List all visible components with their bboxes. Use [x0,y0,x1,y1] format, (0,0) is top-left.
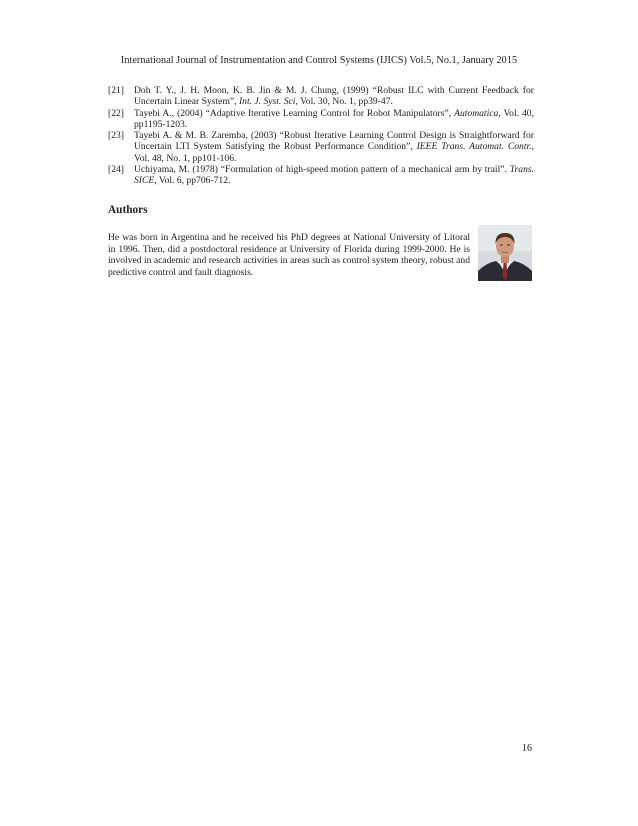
running-header: International Journal of Instrumentation and Control Systems (IJICS) Vol.5, No.1, January 2015 [120,55,518,66]
reference-segment: Tayebi A., (2004) “Adaptive Iterative Learning Control for Robot Manipulators”, [134,107,455,119]
reference-text [134,108,534,131]
reference-segment: , Vol. 40, pp1195-1203. [134,107,534,130]
reference-source: Trans. SICE [134,164,534,187]
reference-segment: Uchiyama, M. (1978) “Formulation of high-speed motion pattern of a mechanical arm by trail”. [134,164,510,176]
reference-segment: , Vol. 30, No. 1, pp39-47. [295,96,393,108]
author-photo [478,225,532,281]
reference-segment: , Vol. 48, No. 1, pp101-106. [134,141,534,164]
reference-item [108,164,534,187]
reference-segment: Tayebi A. & M. B. Zaremba, (2003) “Robust Iterative Learning Control Design is Straightforward for Uncertain LTI System Satisfying the Robust Performance Condition”, [134,130,534,153]
reference-text [134,85,534,108]
reference-number: [23] [108,130,124,142]
reference-segment: Doh T. Y., J. H. Moon, K. B. Jin & M. J. Chung, (1999) “Robust ILC with Current Feedback for Uncertain Linear System”, [134,85,534,108]
reference-text [134,164,534,187]
reference-source: Automatica [454,107,499,119]
reference-number: [21] [108,85,124,96]
reference-text [134,130,534,164]
reference-item [108,130,534,164]
reference-item [108,108,534,131]
reference-segment: , Vol. 6, pp706-712. [154,175,231,187]
authors-heading: Authors [108,204,148,216]
reference-list [108,85,534,187]
reference-source: IEEE Trans. Automat. Contr. [416,141,532,153]
reference-number: [24] [108,164,124,176]
reference-number: [22] [108,107,124,119]
reference-source: Int. J. Syst. Sci [238,96,296,108]
reference-item [108,85,534,108]
author-bio: He was born in Argentina and he received his PhD degrees at National University of Litoral in 1996. Then, did a postdoctoral residence at University of Florida during 1999-2000. He is involved in academic and research activities in areas such as control system theory, robust and predictive control and fault diagnosis. [108,232,470,278]
page-number: 16 [522,743,532,754]
